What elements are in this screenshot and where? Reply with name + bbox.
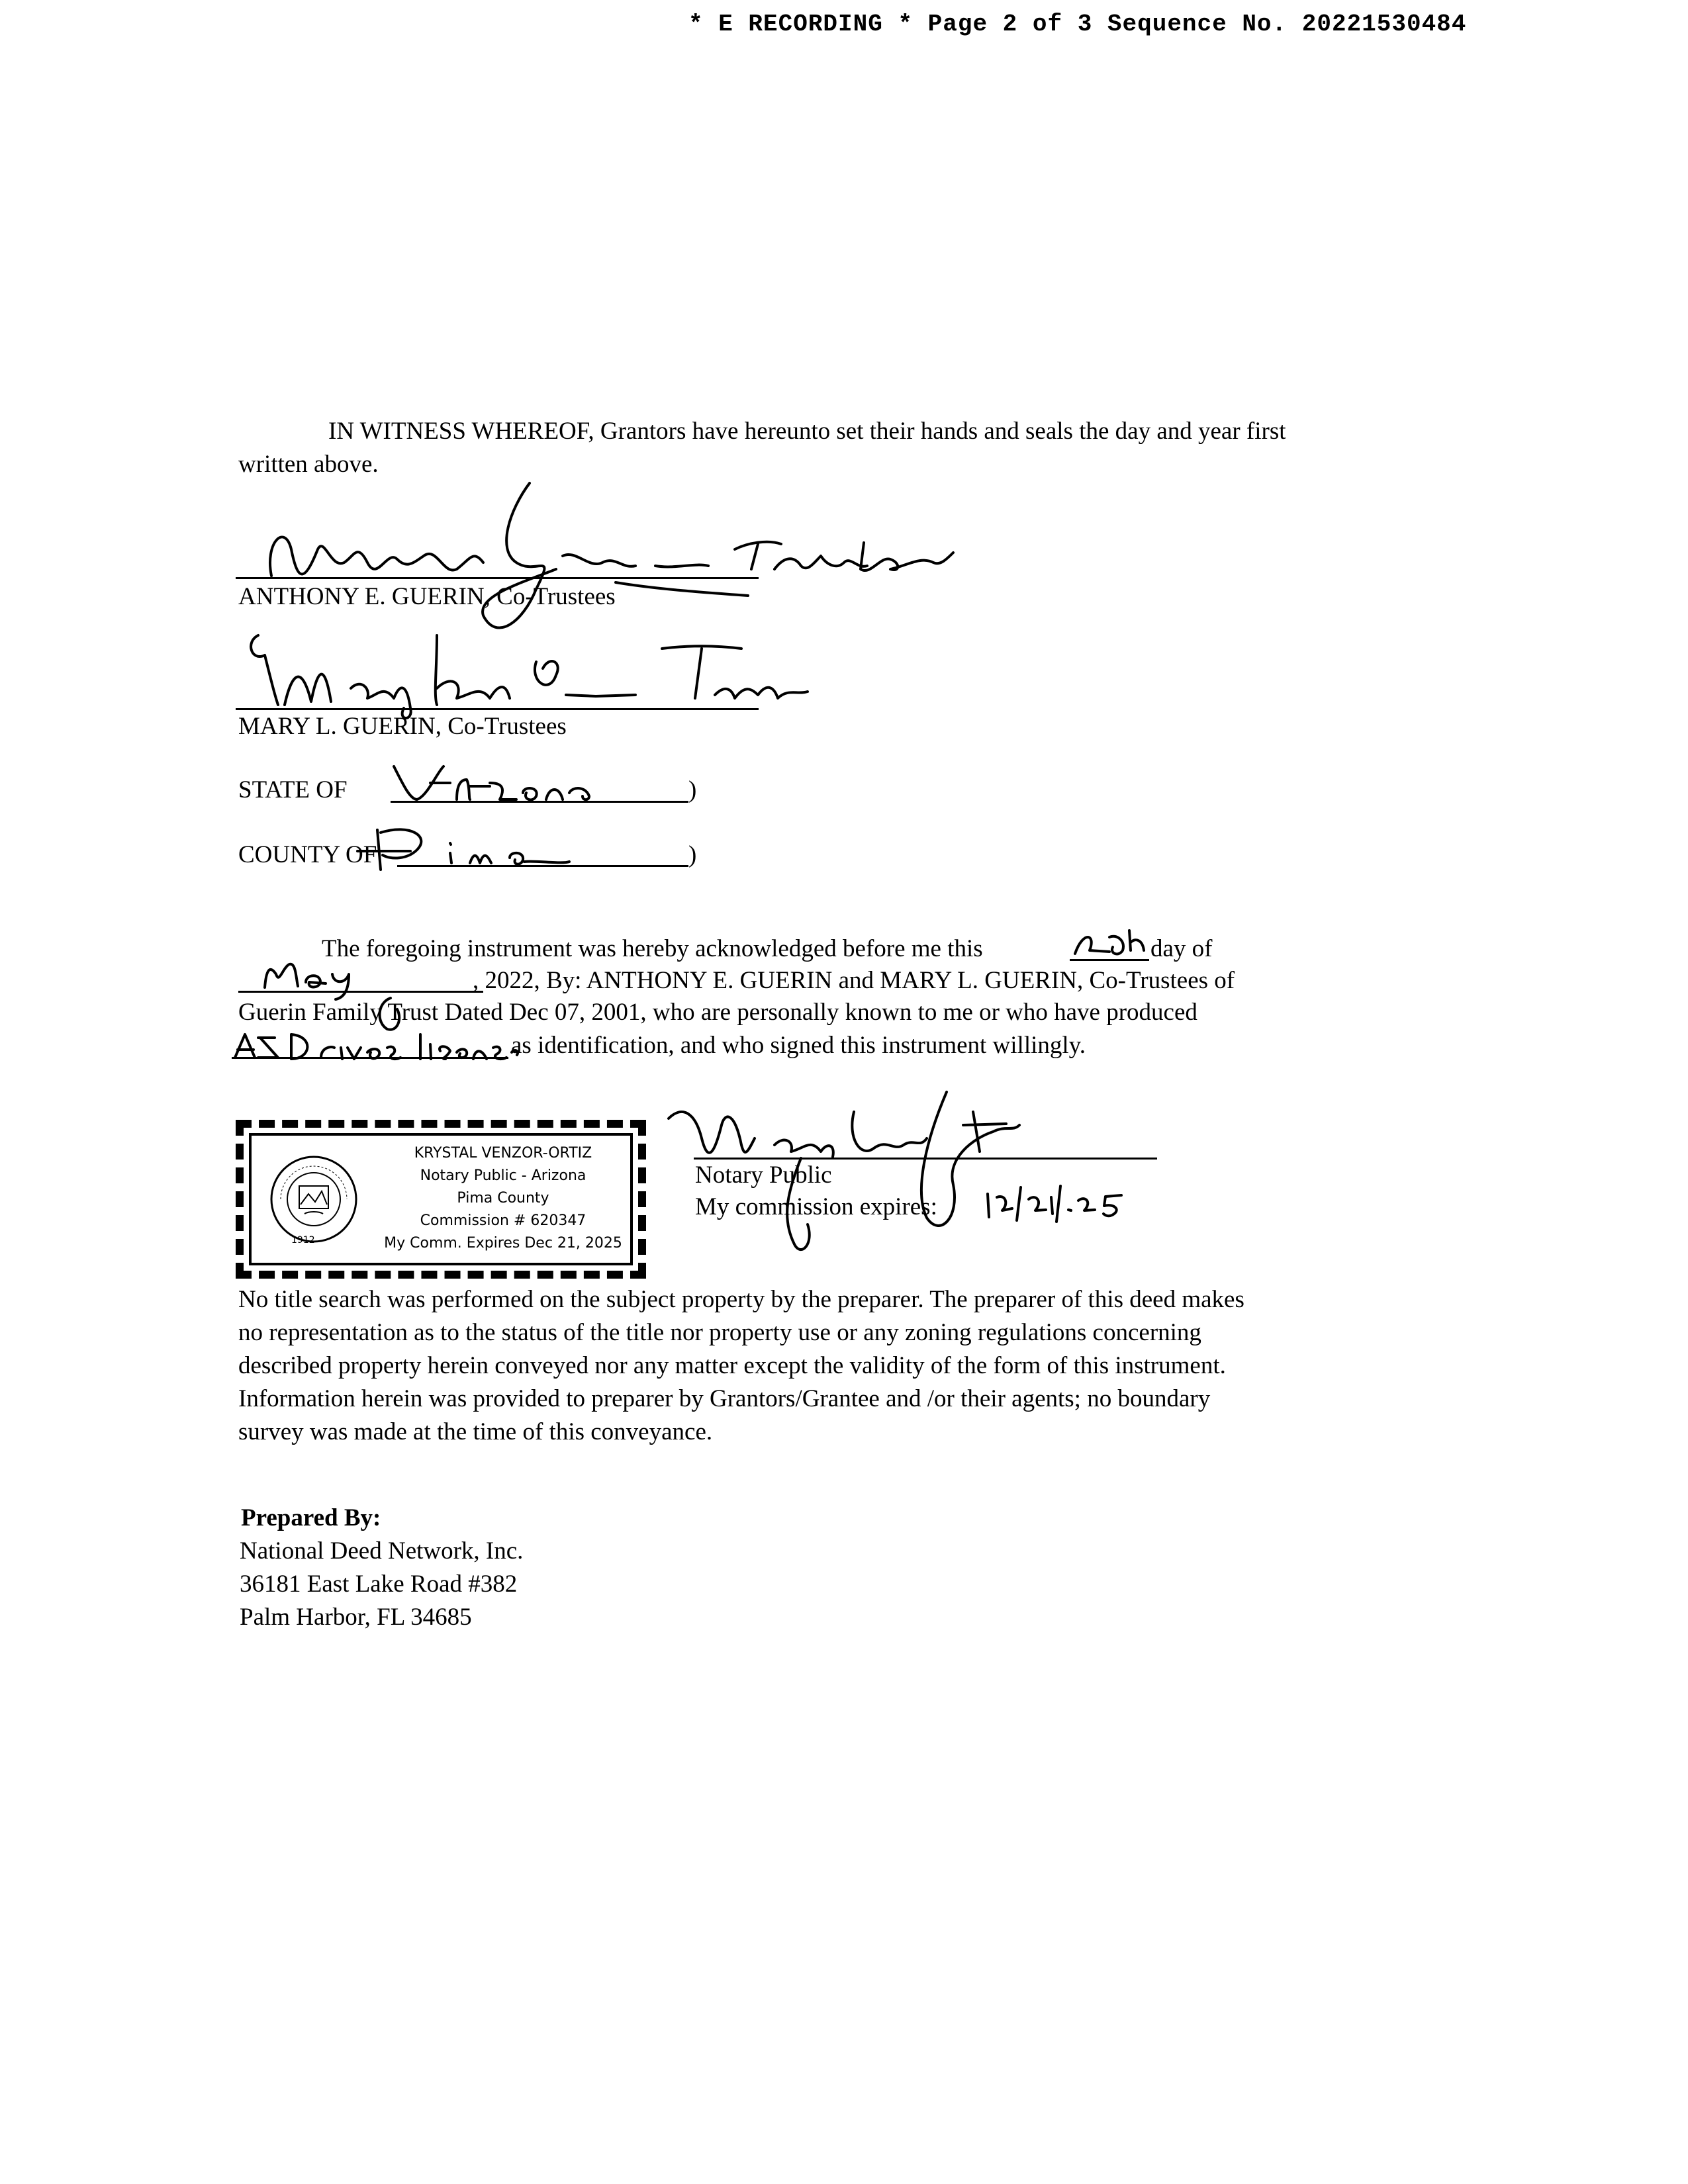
county-label: COUNTY OF	[238, 841, 377, 868]
county-handwritten	[351, 823, 569, 870]
disclaimer-line-2: no representation as to the status of the title nor property use or any zoning regulations concerning	[238, 1319, 1201, 1346]
notary-stamp	[236, 1120, 646, 1279]
ack-id-handwritten	[228, 1024, 520, 1066]
notary-public-label: Notary Public	[695, 1161, 832, 1189]
state-handwritten	[391, 760, 596, 806]
disclaimer-line-4: Information herein was provided to preparer by Grantors/Grantee and /or their agents; no boundary	[238, 1385, 1211, 1412]
ack-id-underline	[232, 1057, 508, 1059]
state-paren: )	[688, 776, 697, 803]
stamp-notary-name: KRYSTAL VENZOR-ORTIZ	[414, 1145, 592, 1161]
signature-line-anthony	[236, 577, 759, 579]
stamp-commission-number: Commission # 620347	[420, 1212, 586, 1229]
disclaimer-line-5: survey was made at the time of this conveyance.	[238, 1418, 713, 1445]
ack-line-2: , 2022, By: ANTHONY E. GUERIN and MARY L. GUERIN, Co-Trustees of	[473, 967, 1235, 994]
preparer-company: National Deed Network, Inc.	[240, 1537, 524, 1565]
recording-header: * E RECORDING * Page 2 of 3 Sequence No. 20221530484	[688, 11, 1467, 38]
preparer-address-2: Palm Harbor, FL 34685	[240, 1604, 472, 1631]
signature-anthony	[245, 470, 960, 642]
stamp-commission-expiry: My Comm. Expires Dec 21, 2025	[384, 1235, 622, 1251]
disclaimer-line-1: No title search was performed on the subject property by the preparer. The preparer of this deed makes	[238, 1286, 1244, 1313]
signature-mary	[238, 622, 834, 721]
witness-line-1: IN WITNESS WHEREOF, Grantors have hereunto set their hands and seals the day and year first	[328, 418, 1286, 445]
prepared-by-heading: Prepared By:	[241, 1504, 381, 1531]
stamp-notary-title: Notary Public - Arizona	[420, 1167, 586, 1184]
county-paren: )	[688, 841, 697, 868]
ack-month-underline	[238, 991, 483, 993]
signatory-label-anthony: ANTHONY E. GUERIN, Co-Trustees	[238, 583, 616, 610]
ack-day-handwritten	[1070, 924, 1149, 964]
ack-line-3: Guerin Family Trust Dated Dec 07, 2001, who are personally known to me or who have produced	[238, 999, 1197, 1026]
ack-line-1b: day of	[1150, 935, 1213, 962]
county-underline	[397, 865, 688, 867]
ack-line-4: as identification, and who signed this instrument willingly.	[511, 1032, 1086, 1059]
preparer-address-1: 36181 East Lake Road #382	[240, 1570, 518, 1598]
seal-year: 1912	[291, 1235, 315, 1246]
state-underline	[391, 801, 688, 803]
ack-line-1a: The foregoing instrument was hereby acknowledged before me this	[322, 935, 983, 962]
signature-line-mary	[236, 708, 759, 710]
state-seal-icon	[267, 1153, 360, 1246]
stamp-notary-county: Pima County	[457, 1190, 549, 1206]
commission-expires-label: My commission expires:	[695, 1193, 937, 1220]
ack-day-underline	[1070, 959, 1149, 961]
disclaimer-line-3: described property herein conveyed nor any matter except the validity of the form of this instrument.	[238, 1352, 1226, 1379]
commission-expires-handwritten	[982, 1181, 1141, 1227]
witness-line-2: written above.	[238, 451, 379, 478]
signatory-label-mary: MARY L. GUERIN, Co-Trustees	[238, 713, 567, 740]
state-label: STATE OF	[238, 776, 348, 803]
